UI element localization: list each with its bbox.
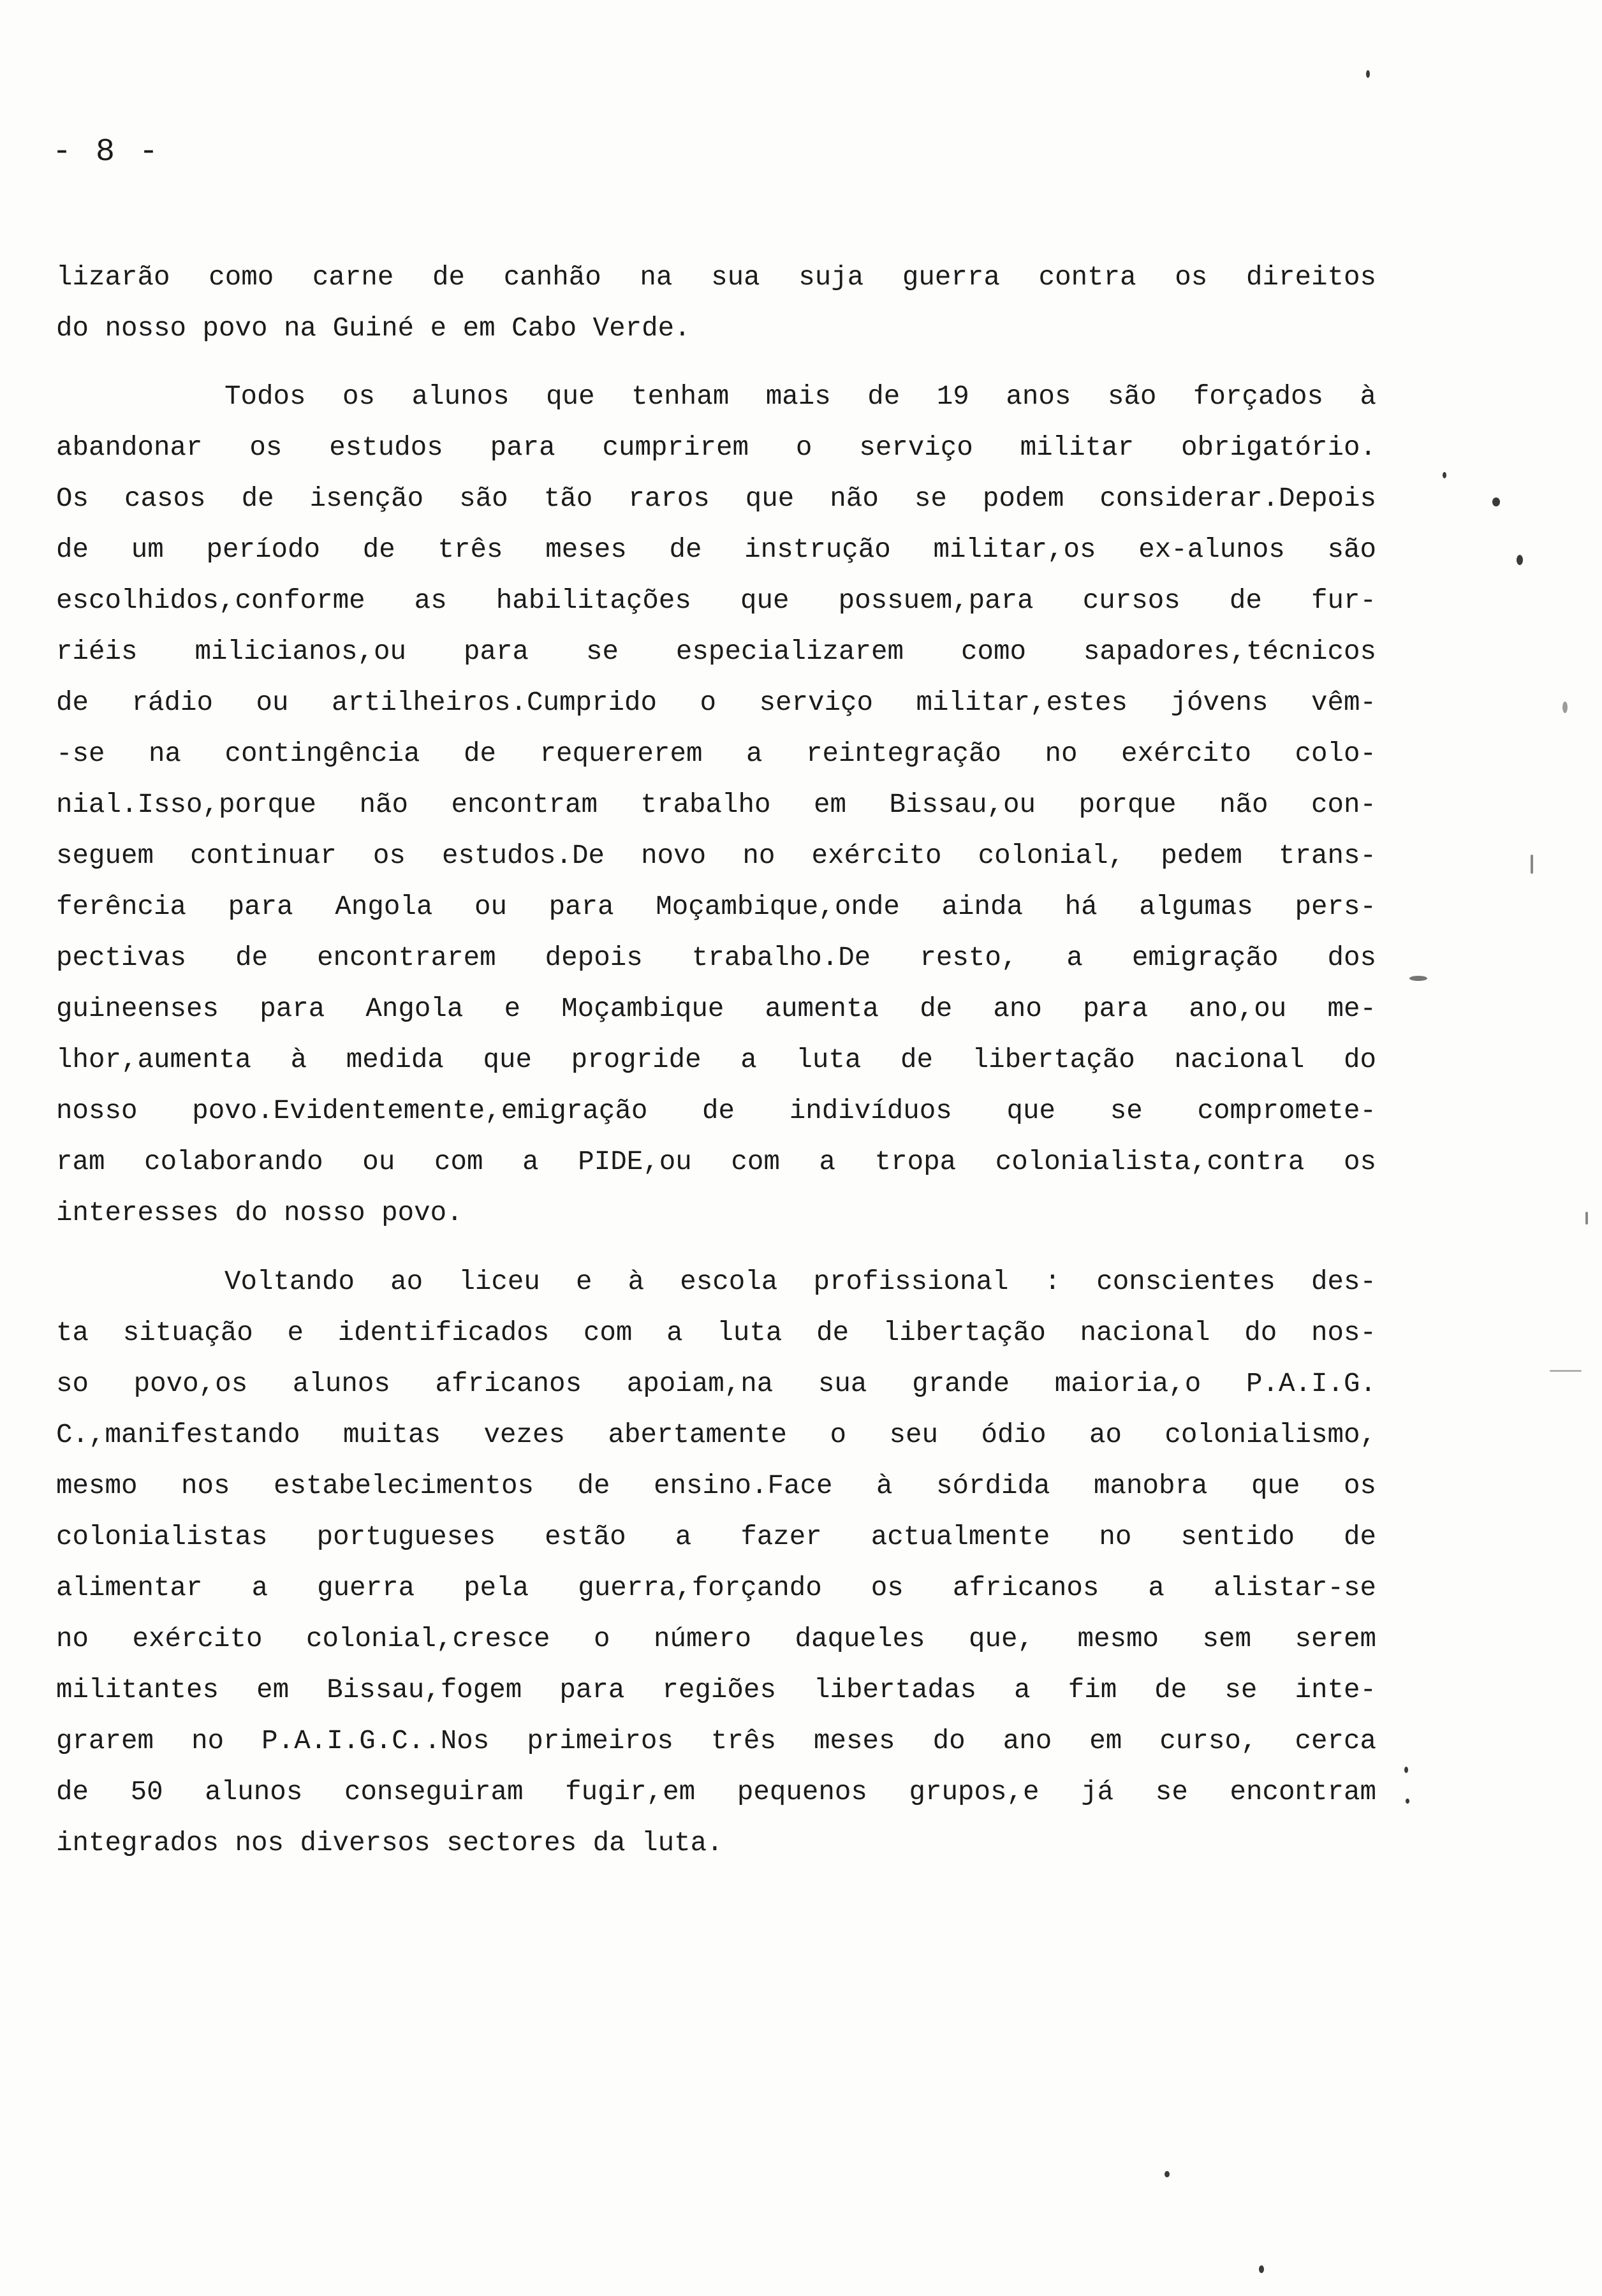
scan-speck	[1443, 472, 1446, 478]
text-line: de rádio ou artilheiros.Cumprido o serviço militar,estes jóvens vêm-	[56, 688, 1376, 718]
text-line: no exército colonial,cresce o número daqueles que, mesmo sem serem	[56, 1624, 1376, 1654]
paragraph-2	[56, 371, 1376, 1239]
text-line: lhor,aumenta à medida que progride a luta de libertação nacional do	[56, 1045, 1376, 1075]
text-line: pectivas de encontrarem depois trabalho.De resto, a emigração dos	[56, 943, 1376, 973]
paragraph-1	[56, 252, 1376, 354]
text-line: nosso povo.Evidentemente,emigração de indivíduos que se comprometе-	[56, 1096, 1376, 1126]
text-line: de 50 alunos conseguiram fugir,em pequenos grupos,e já se encontram	[56, 1777, 1376, 1807]
text-line: ta situação e identificados com a luta de libertação nacional do nos-	[56, 1318, 1376, 1348]
text-line: riéis milicianos,ou para se especializarem como sapadores,técnicos	[56, 637, 1376, 667]
paragraph-3	[56, 1256, 1376, 1869]
text-line: so povo,os alunos africanos apoiam,na sua grande maioria,o P.A.I.G.	[56, 1369, 1376, 1399]
scan-speck	[1165, 2171, 1170, 2177]
text-line: do nosso povo na Guiné e em Cabo Verde.	[56, 313, 691, 344]
scan-speck	[1259, 2265, 1264, 2273]
scan-speck	[1492, 497, 1500, 506]
text-line: seguem continuar os estudos.De novo no exército colonial, pedem trans-	[56, 841, 1376, 871]
text-line: nial.Isso,porque não encontram trabalho em Bissau,ou porque não con-	[56, 790, 1376, 820]
text-line: ram colaborando ou com a PIDE,ou com a tropa colonialista,contra os	[56, 1147, 1376, 1177]
text-line: grarem no P.A.I.G.C..Nos primeiros três meses do ano em curso, cerca	[56, 1726, 1376, 1756]
text-line: lizarão como carne de canhão na sua suja guerra contra os direitos	[56, 262, 1376, 293]
scan-speck	[1366, 70, 1370, 78]
scan-speck	[1517, 555, 1523, 565]
text-line: Voltando ao liceu e à escola profissional : conscientes des-	[224, 1267, 1376, 1297]
text-line: guineenses para Angola e Moçambique aumenta de ano para ano,ou me-	[56, 994, 1376, 1024]
scan-speck	[1406, 1799, 1409, 1804]
text-line: escolhidos,conforme as habilitações que possuem,para cursos de fur-	[56, 585, 1376, 616]
text-line: abandonar os estudos para cumprirem o serviço militar obrigatório.	[56, 432, 1376, 463]
text-line: militantes em Bissau,fogem para regiões libertadas a fim de se inte-	[56, 1675, 1376, 1705]
text-line: alimentar a guerra pela guerra,forçando os africanos a alistar-se	[56, 1573, 1376, 1603]
scan-speck	[1550, 1370, 1582, 1372]
text-line: Os casos de isenção são tão raros que não se podem considerar.Depois	[56, 483, 1376, 514]
scan-speck	[1404, 1767, 1408, 1773]
scan-speck	[1531, 855, 1533, 874]
text-line: colonialistas portugueses estão a fazer actualmente no sentido de	[56, 1522, 1376, 1552]
text-line: de um período de três meses de instrução militar,os ex-alunos são	[56, 534, 1376, 565]
text-line: interesses do nosso povo.	[56, 1198, 463, 1228]
page-number: - 8 -	[52, 134, 161, 170]
text-line: Todos os alunos que tenham mais de 19 anos são forçados à	[224, 381, 1376, 412]
text-line: integrados nos diversos sectores da luta.	[56, 1828, 723, 1858]
scan-speck	[1409, 976, 1427, 981]
scan-speck	[1562, 702, 1568, 713]
text-line: -se na contingência de requererem a reintegração no exército colo-	[56, 739, 1376, 769]
scan-speck	[1585, 1212, 1588, 1225]
text-line: mesmo nos estabelecimentos de ensino.Face à sórdida manobra que os	[56, 1471, 1376, 1501]
text-line: C.,manifestando muitas vezes abertamente o seu ódio ao colonialismo,	[56, 1420, 1376, 1450]
text-line: ferência para Angola ou para Moçambique,onde ainda há algumas pers-	[56, 892, 1376, 922]
